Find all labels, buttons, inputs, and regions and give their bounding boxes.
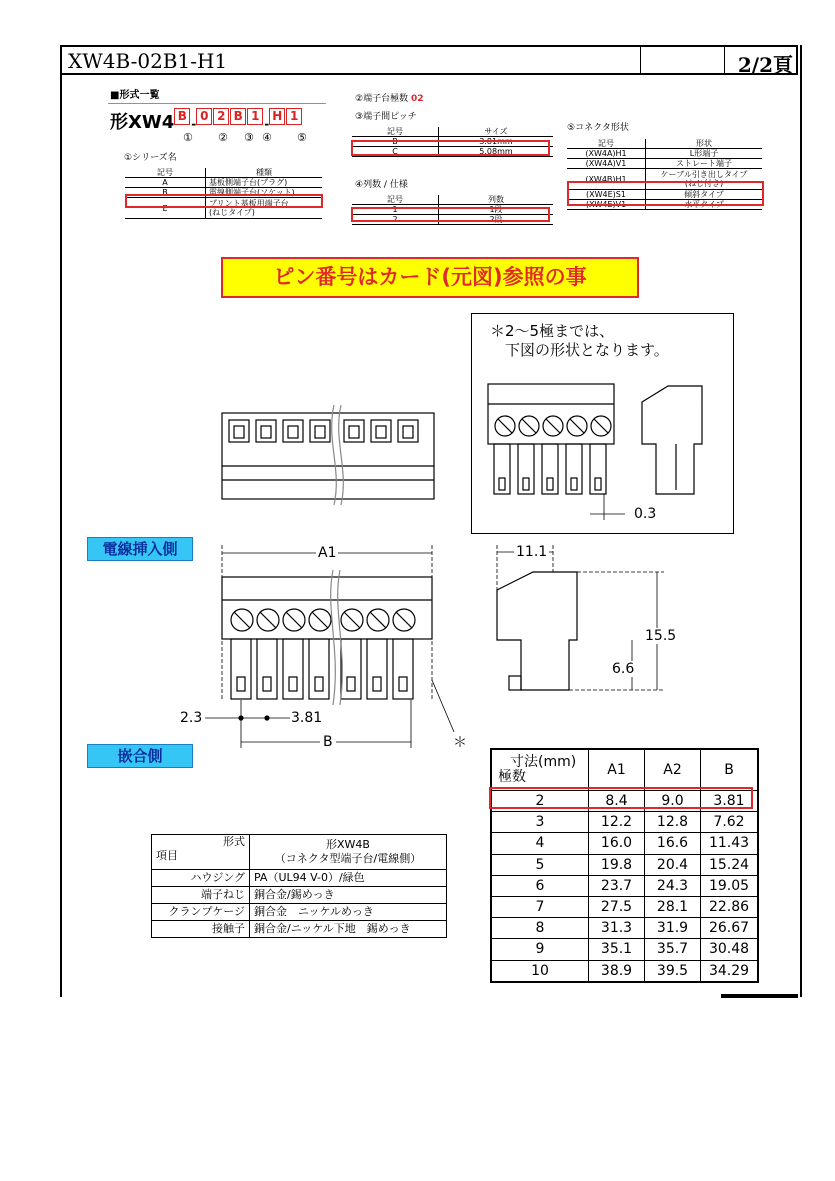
table-cell: 35.1	[589, 939, 645, 960]
code-box-4: B	[230, 108, 246, 125]
table-cell: 12.2	[589, 812, 645, 833]
poles-value: 02	[410, 94, 424, 104]
code-box-5: 1	[247, 108, 263, 125]
col-header: A2	[645, 749, 701, 791]
shape-title: ⑤コネクタ形状	[567, 123, 629, 133]
front-view-drawing	[205, 545, 454, 748]
table-cell: 3.81mm	[439, 137, 554, 147]
model-prefix: 形XW4	[110, 112, 175, 133]
table-cell: 27.5	[589, 896, 645, 917]
table-cell: 38.9	[589, 960, 645, 982]
table-row	[491, 939, 758, 960]
table-cell: 31.9	[645, 918, 701, 939]
materials-header-line1: 形XW4B	[326, 838, 370, 851]
table-row	[491, 896, 758, 917]
table-cell: 4	[491, 833, 589, 854]
table-cell: 電線側端子台(ソケット)	[206, 188, 323, 198]
col-header: A1	[589, 749, 645, 791]
code-box-6: H	[269, 108, 285, 125]
table-cell: E	[125, 198, 206, 219]
table-cell: 31.3	[589, 918, 645, 939]
table-cell: 銅合金 ニッケルめっき	[250, 904, 447, 921]
materials-header-line2: （コネクタ型端子台/電線側）	[274, 852, 422, 865]
table-cell: (XW4E)V1	[567, 200, 646, 210]
table-cell: 8	[491, 918, 589, 939]
table-cell: 接触子	[152, 921, 250, 938]
table-cell: ハウジング	[152, 870, 250, 887]
wire-insert-side-tag: 電線挿入側	[87, 537, 193, 561]
dim-table-body	[491, 791, 758, 982]
table-cell: 19.8	[589, 854, 645, 875]
table-cell: 30.48	[701, 939, 759, 960]
table-cell: ケーブル引き出しタイプ (ねじ付き)	[646, 169, 763, 190]
table-cell: クランプケージ	[152, 904, 250, 921]
table-cell: (XW4E)S1	[567, 190, 646, 200]
table-cell: PA（UL94 V-0）/緑色	[250, 870, 447, 887]
table-cell: L形端子	[646, 149, 763, 159]
col-header: サイズ	[439, 127, 554, 137]
dimension-table	[490, 748, 759, 983]
code-box-3: 2	[213, 108, 229, 125]
table-cell: 水平タイプ	[646, 200, 763, 210]
table-cell: 15.24	[701, 854, 759, 875]
circle-4: ④	[262, 131, 272, 144]
table-cell: 5	[491, 854, 589, 875]
code-box-1: B	[174, 108, 190, 125]
table-cell: 5.08mm	[439, 147, 554, 157]
dim-b: B	[320, 734, 336, 750]
table-cell: 基板側端子台(プラグ)	[206, 178, 323, 188]
highlight-2-poles	[489, 787, 753, 809]
table-cell: 9	[491, 939, 589, 960]
asterisk-mark: ＊	[453, 735, 467, 751]
col-header: 記号	[567, 139, 646, 149]
side-view-drawing	[497, 545, 664, 690]
dim-a1: A1	[318, 545, 337, 561]
table-cell: 39.5	[645, 960, 701, 982]
poles-label-text: ②端子台極数	[355, 94, 409, 104]
code-box-7: 1	[286, 108, 302, 125]
table-cell: (XW4B)H1	[567, 169, 646, 190]
dim-3-81: 3.81	[291, 710, 323, 726]
table-cell: ストレート端子	[646, 159, 763, 169]
table-row	[491, 854, 758, 875]
table-cell: 端子ねじ	[152, 887, 250, 904]
pin-number-banner: ピン番号はカード(元図)参照の事	[221, 257, 639, 298]
table-cell: 23.7	[589, 875, 645, 896]
table-cell: 12.8	[645, 812, 701, 833]
table-cell: B	[125, 188, 206, 198]
table-cell: 9.0	[645, 791, 701, 812]
table-cell: 35.7	[645, 939, 701, 960]
dim-table-corner	[491, 749, 589, 791]
table-cell: 6	[491, 875, 589, 896]
col-header: 種類	[206, 168, 323, 178]
small-connector-drawing	[488, 384, 702, 520]
col-header: 記号	[352, 195, 439, 205]
corner-top: 寸法(mm)	[510, 754, 577, 770]
table-cell: 銅合金/錫めっき	[250, 887, 447, 904]
table-cell: 34.29	[701, 960, 759, 982]
table-cell: 19.05	[701, 875, 759, 896]
table-row	[491, 812, 758, 833]
note-text: ＊2～5極までは、 下図の形状となります。	[490, 322, 669, 359]
table-row	[491, 875, 758, 896]
table-cell: 3.81	[701, 791, 759, 812]
col-header: B	[701, 749, 759, 791]
table-cell: 3	[491, 812, 589, 833]
table-cell: 16.0	[589, 833, 645, 854]
dim-6-6: 6.6	[612, 661, 635, 677]
table-cell: 28.1	[645, 896, 701, 917]
dim-0-3: 0.3	[634, 506, 657, 522]
table-row	[491, 960, 758, 982]
table-cell: 24.3	[645, 875, 701, 896]
circle-1: ①	[183, 131, 193, 144]
model-list-heading: ■形式一覧	[110, 90, 160, 101]
table-cell: C	[352, 147, 439, 157]
table-cell: 26.67	[701, 918, 759, 939]
table-cell: 銅合金/ニッケル下地 錫めっき	[250, 921, 447, 938]
top-view-drawing	[222, 405, 434, 505]
col-header: 記号	[125, 168, 206, 178]
table-cell: 7.62	[701, 812, 759, 833]
col-header: 列数	[439, 195, 554, 205]
table-cell: 2	[352, 215, 439, 225]
circle-2: ②	[218, 131, 228, 144]
table-row	[491, 833, 758, 854]
table-cell: 8.4	[589, 791, 645, 812]
materials-header	[250, 835, 447, 870]
table-cell: 10	[491, 960, 589, 982]
table-cell: B	[352, 137, 439, 147]
corner-bottom: 極数	[498, 769, 526, 785]
corner-bottom: 項目	[156, 849, 178, 862]
table-cell: 1段	[439, 205, 554, 215]
circle-3: ③	[244, 131, 254, 144]
series-title: ①シリーズ名	[124, 153, 177, 163]
table-cell: 16.6	[645, 833, 701, 854]
dim-2-3: 2.3	[180, 710, 203, 726]
dim-11-1: 11.1	[516, 544, 548, 560]
dim-15-5: 15.5	[645, 628, 677, 644]
pitch-title: ③端子間ピッチ	[355, 112, 417, 122]
corner-top: 形式	[223, 835, 245, 848]
table-cell: (XW4A)H1	[567, 149, 646, 159]
code-box-2: 0	[196, 108, 212, 125]
col-header: 記号	[352, 127, 439, 137]
table-cell: 1	[352, 205, 439, 215]
circle-5: ⑤	[297, 131, 307, 144]
materials-corner	[152, 835, 250, 870]
table-cell: 2段	[439, 215, 554, 225]
table-cell: 2	[491, 791, 589, 812]
table-cell: 22.86	[701, 896, 759, 917]
drawing-title: XW4B-02B1-H1	[68, 49, 228, 73]
table-row	[491, 918, 758, 939]
page-number: 2/2頁	[737, 53, 793, 77]
col-header: 形状	[646, 139, 763, 149]
code-sep: -	[264, 117, 270, 131]
table-cell: (XW4A)V1	[567, 159, 646, 169]
table-cell: 20.4	[645, 854, 701, 875]
materials-table	[151, 834, 447, 938]
table-cell: 傾斜タイプ	[646, 190, 763, 200]
code-sep: -	[191, 117, 197, 131]
table-cell: 11.43	[701, 833, 759, 854]
table-cell: A	[125, 178, 206, 188]
table-cell: 7	[491, 896, 589, 917]
mating-side-tag: 嵌合側	[87, 744, 193, 768]
table-cell: プリント基板用端子台 (ねじタイプ)	[206, 198, 323, 219]
rows-title: ④列数 / 仕様	[355, 180, 408, 190]
